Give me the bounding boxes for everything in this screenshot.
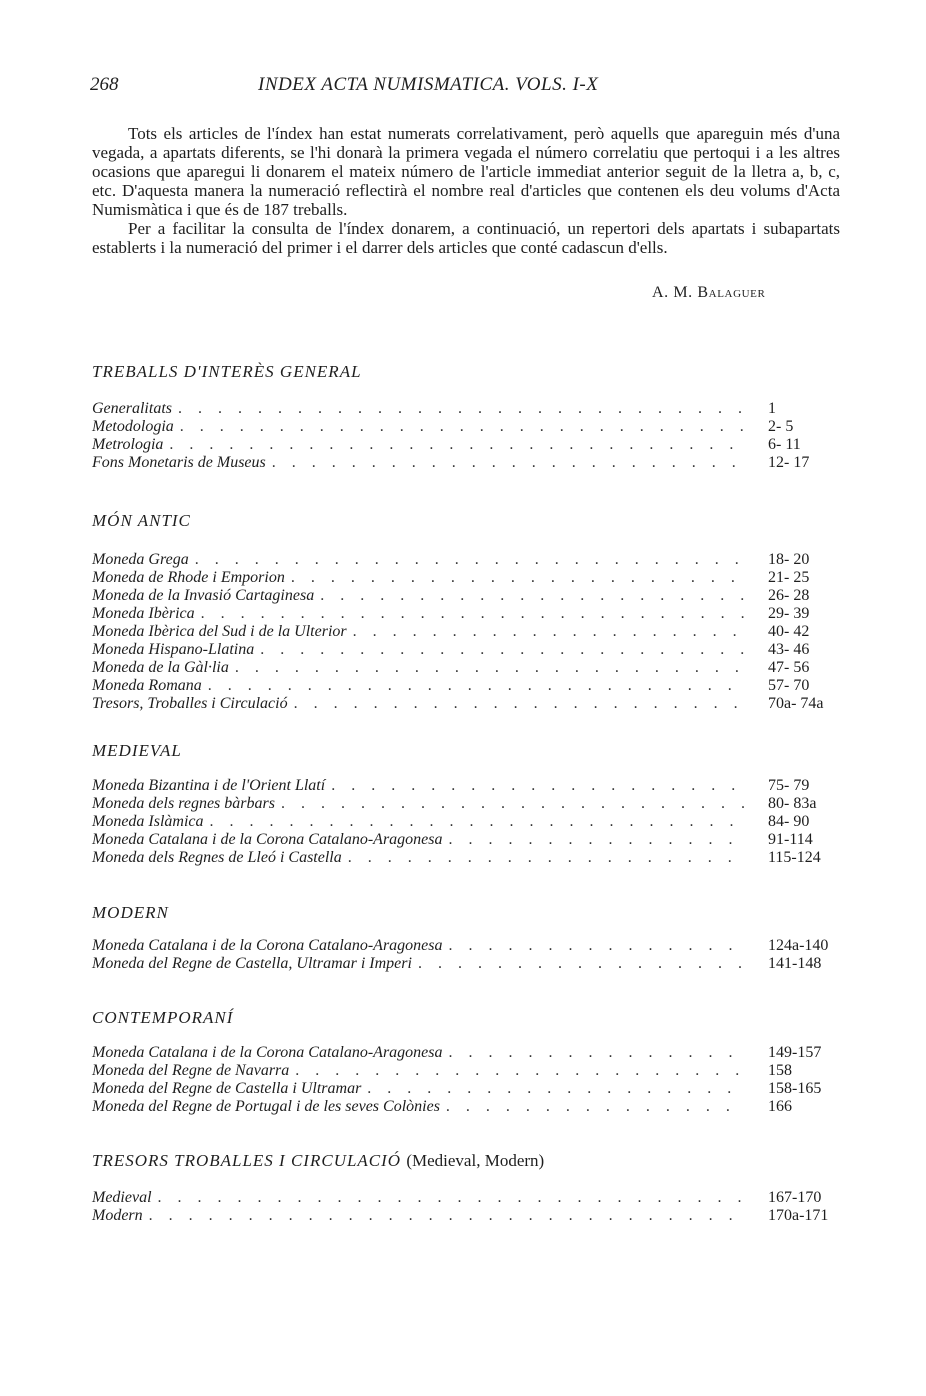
entry-label: Moneda del Regne de Portugal i de les seves Colònies [92,1098,440,1115]
entry-list [92,937,842,973]
section-title-note: (Medieval, Modern) [406,1151,545,1170]
entry-range: 47- 56 [768,659,810,676]
section-title: MEDIEVAL [92,741,182,760]
intro-paragraph: Per a facilitar la consulta de l'índex donarem, a continuació, un repertori dels apartats i subapartats establerts i la numeració del primer i el darrer dels articles que conté cadascun d'ells. [92,219,840,257]
page-header [90,74,850,104]
index-entry [92,813,842,831]
entry-range: 158-165 [768,1080,822,1097]
entry-label: Moneda del Regne de Castella i Ultramar [92,1080,362,1097]
entry-label: Moneda Catalana i de la Corona Catalano-Aragonesa [92,831,443,848]
section-title-text: TRESORS TROBALLES I CIRCULACIÓ [92,1151,402,1170]
entry-label: Moneda dels regnes bàrbars [92,795,275,812]
entry-range: 170a-171 [768,1207,829,1224]
entry-label: Tresors, Troballes i Circulació [92,695,288,712]
entry-range: 43- 46 [768,641,810,658]
entry-range: 80- 83a [768,795,817,812]
index-entry [92,1044,842,1062]
dot-leader [288,695,744,713]
entry-label: Fons Monetaris de Museus [92,454,266,471]
index-entry [92,1098,842,1116]
index-entry [92,955,842,973]
index-entry [92,418,842,436]
index-entry [92,436,842,454]
index-entry [92,1062,842,1080]
index-entry [92,677,842,695]
author-signature [652,284,765,302]
dot-leader [314,587,744,605]
intro-paragraph: Tots els articles de l'índex han estat numerats correlativament, però aquells que apareguin més d'una vegada, a apartats diferents, se l'hi donarà la primera vegada el número correlatiu que pertoqui i a les altres ocasions que aparegui li donarem el mateix número de l'article immediat anterior seguit de la lletra a, b, c, etc. D'aquesta manera la numeració reflectirà el nombre real d'articles que contenen els deu volums d'Acta Numismàtica i que és de 187 treballs. [92,124,840,219]
dot-leader [443,1044,744,1062]
index-entry [92,551,842,569]
index-entry [92,1080,842,1098]
index-entry [92,1189,842,1207]
dot-leader [289,1062,744,1080]
entry-range: 115-124 [768,849,821,866]
entry-range: 149-157 [768,1044,822,1061]
entry-range: 70a- 74a [768,695,824,712]
entry-range: 141-148 [768,955,822,972]
index-entry [92,400,842,418]
index-entry [92,1207,842,1225]
entry-label: Generalitats [92,400,172,417]
dot-leader [347,623,744,641]
entry-range: 18- 20 [768,551,810,568]
running-title: INDEX ACTA NUMISMATICA. VOLS. I-X [258,74,599,95]
dot-leader [361,1080,744,1098]
dot-leader [266,454,744,472]
index-entry [92,849,842,867]
section-title: CONTEMPORANÍ [92,1008,234,1027]
entry-range: 57- 70 [768,677,810,694]
entry-label: Moneda Romana [92,677,202,694]
index-section-tresors [92,1151,842,1225]
index-section-modern [92,903,842,973]
index-entry [92,831,842,849]
dot-leader [204,813,744,831]
entry-label: Modern [92,1207,143,1224]
index-entry [92,587,842,605]
signature-surname: Balaguer [697,284,766,301]
entry-label: Moneda Catalana i de la Corona Catalano-Aragonesa [92,937,443,954]
dot-leader [229,659,744,677]
dot-leader [143,1207,744,1225]
entry-label: Medieval [92,1189,152,1206]
dot-leader [275,795,744,813]
index-entry [92,569,842,587]
index-entry [92,623,842,641]
entry-label: Moneda Bizantina i de l'Orient Llatí [92,777,326,794]
entry-label: Moneda Hispano-Llatina [92,641,255,658]
index-section-general [92,362,842,472]
index-entry [92,605,842,623]
dot-leader [342,849,744,867]
entry-range: 6- 11 [768,436,801,453]
dot-leader [285,569,744,587]
entry-label: Moneda de la Invasió Cartaginesa [92,587,315,604]
entry-label: Moneda de Rhode i Emporion [92,569,285,586]
entry-label: Moneda del Regne de Castella, Ultramar i Imperi [92,955,412,972]
page-number: 268 [90,74,119,95]
index-entry [92,695,842,713]
dot-leader [163,436,744,454]
dot-leader [254,641,744,659]
entry-range: 1 [768,400,776,417]
dot-leader [174,418,744,436]
entry-label: Moneda de la Gàl·lia [92,659,229,676]
entry-range: 158 [768,1062,792,1079]
entry-label: Moneda Grega [92,551,189,568]
entry-list [92,777,842,867]
entry-range: 84- 90 [768,813,810,830]
entry-range: 26- 28 [768,587,810,604]
entry-range: 29- 39 [768,605,810,622]
index-entry [92,937,842,955]
entry-label: Moneda Ibèrica [92,605,195,622]
dot-leader [202,677,744,695]
entry-range: 166 [768,1098,792,1115]
index-entry [92,641,842,659]
intro-text [92,124,840,257]
entry-label: Metrologia [92,436,164,453]
entry-range: 124a-140 [768,937,829,954]
dot-leader [189,551,744,569]
index-section-contemporani [92,1008,842,1116]
index-section-mon-antic [92,511,842,713]
dot-leader [152,1189,744,1207]
entry-list [92,1044,842,1116]
index-entry [92,777,842,795]
dot-leader [443,937,744,955]
entry-range: 12- 17 [768,454,810,471]
index-entry [92,659,842,677]
signature-initials: A. M. [652,284,693,301]
entry-range: 75- 79 [768,777,810,794]
section-title: MÓN ANTIC [92,511,191,530]
dot-leader [195,605,744,623]
section-title: MODERN [92,903,169,922]
entry-range: 21- 25 [768,569,810,586]
entry-range: 91-114 [768,831,813,848]
entry-label: Moneda del Regne de Navarra [92,1062,290,1079]
section-title [92,1151,842,1177]
entry-range: 167-170 [768,1189,822,1206]
dot-leader [172,400,744,418]
entry-label: Moneda Ibèrica del Sud i de la Ulterior [92,623,347,640]
index-entry [92,795,842,813]
section-title: TREBALLS D'INTERÈS GENERAL [92,362,362,381]
entry-list [92,400,842,472]
dot-leader [412,955,744,973]
dot-leader [443,831,744,849]
entry-label: Moneda Catalana i de la Corona Catalano-Aragonesa [92,1044,443,1061]
entry-label: Metodologia [92,418,174,435]
entry-list [92,551,842,713]
entry-label: Moneda Islàmica [92,813,204,830]
index-entry [92,454,842,472]
entry-list [92,1189,842,1225]
index-section-medieval [92,741,842,867]
entry-range: 40- 42 [768,623,810,640]
dot-leader [325,777,744,795]
dot-leader [440,1098,744,1116]
entry-label: Moneda dels Regnes de Lleó i Castella [92,849,342,866]
entry-range: 2- 5 [768,418,794,435]
